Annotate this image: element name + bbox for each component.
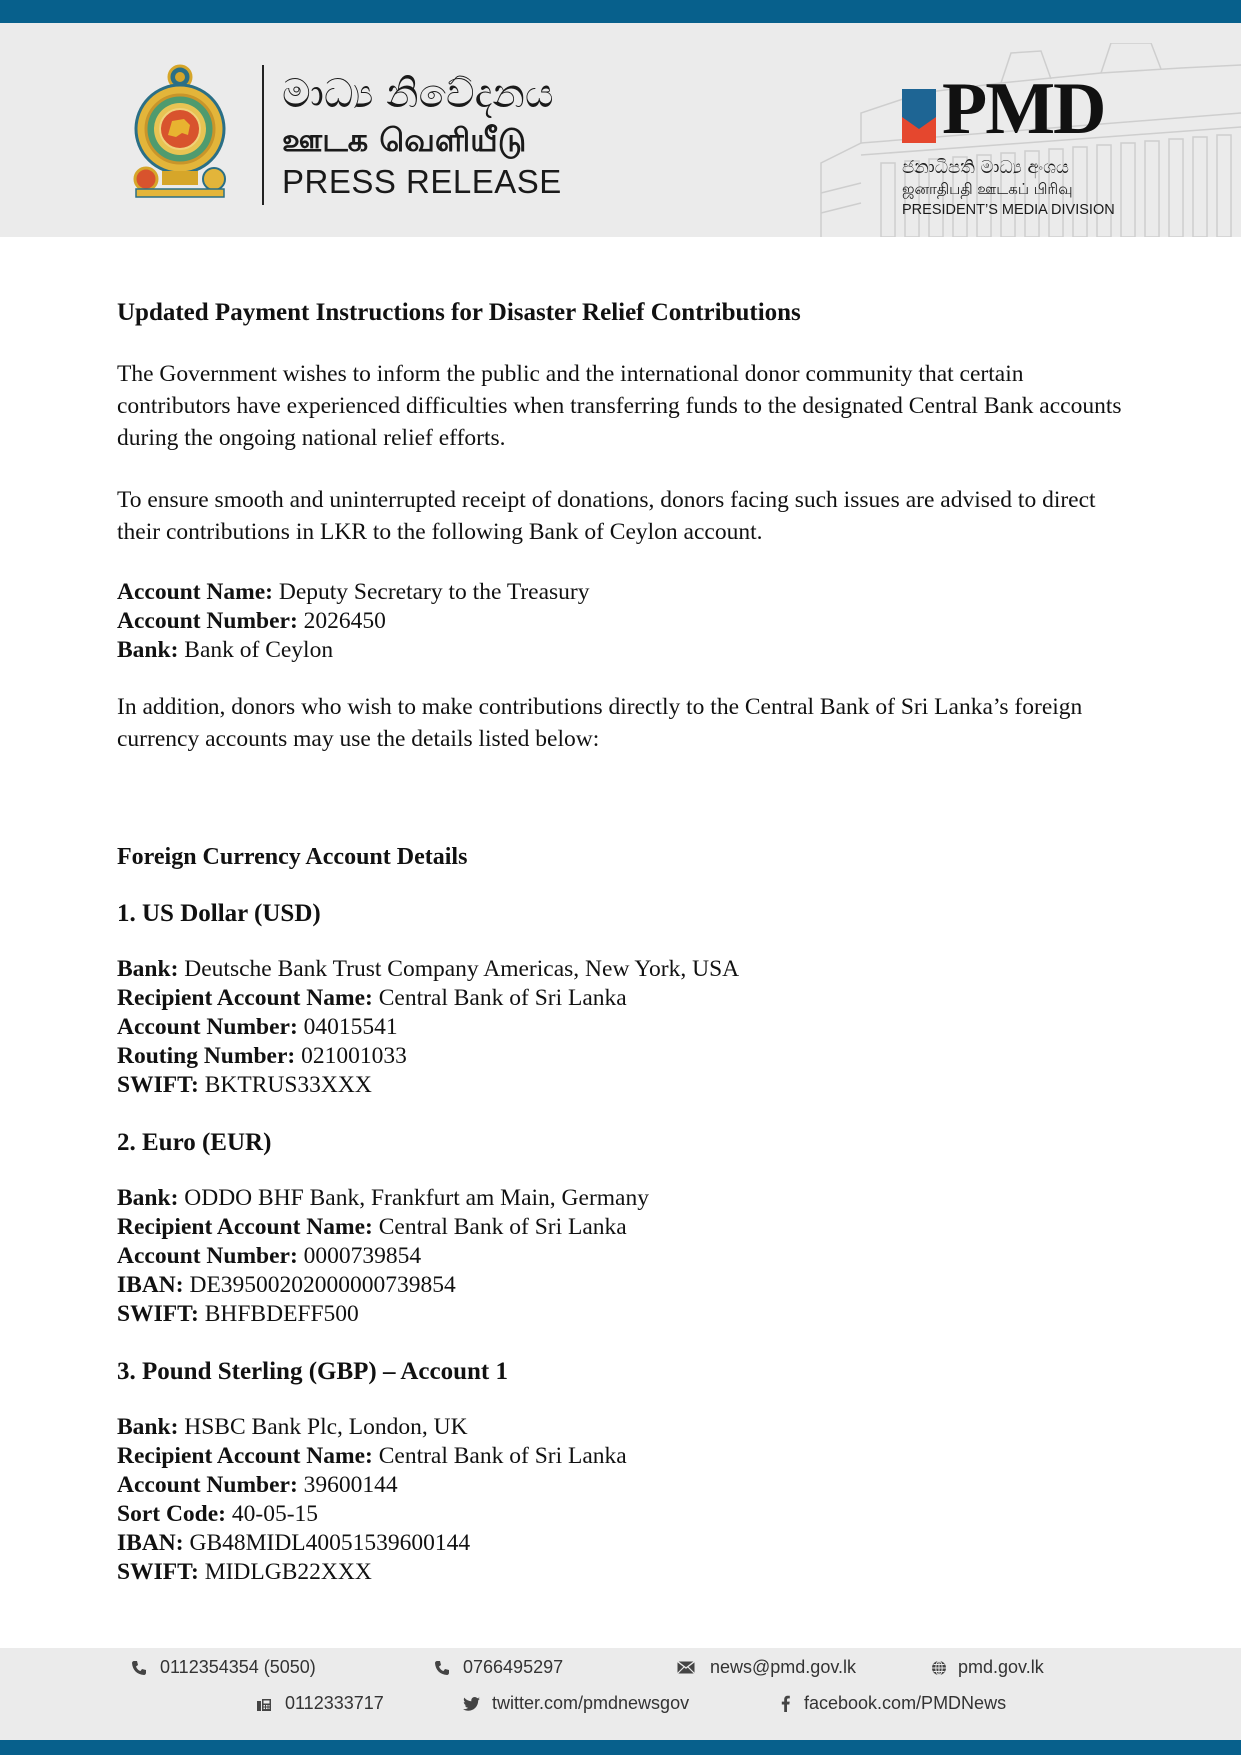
tamil-title: ஊடக வெளியீடு <box>282 121 527 159</box>
gbp-sort-code <box>117 1500 1127 1529</box>
paragraph-foreign-intro: In addition, donors who wish to make contributions directly to the Central Bank of Sri Lanka’s foreign currency accounts may use the details listed below: <box>117 694 1083 752</box>
field-value: GB48MIDL40051539600144 <box>189 1530 471 1556</box>
currency-title: 2. Euro (EUR) <box>117 1129 272 1156</box>
field-value: Central Bank of Sri Lanka <box>378 1443 627 1469</box>
sri-lanka-emblem-icon <box>132 63 228 199</box>
usd-recipient-name <box>117 984 1127 1013</box>
field-label: Account Number: <box>117 1014 298 1040</box>
field-value: 0000739854 <box>303 1243 422 1269</box>
footer-phone-1[interactable] <box>130 1657 316 1678</box>
gbp-recipient-name <box>117 1442 1127 1471</box>
paragraph-intro: The Government wishes to inform the public and the international donor community that certain contributors have experienced difficulties when transferring funds to the designated Central Bank accounts during the ongoing national relief efforts. <box>117 361 1122 451</box>
currency-block-usd <box>117 897 1127 1100</box>
footer-twitter-text: twitter.com/pmdnewsgov <box>492 1693 690 1713</box>
field-value: 39600144 <box>303 1472 398 1498</box>
footer-fax-text: 0112333717 <box>285 1693 384 1713</box>
currency-title: 3. Pound Sterling (GBP) – Account 1 <box>117 1358 508 1385</box>
field-label: Account Number: <box>117 608 298 634</box>
footer-facebook[interactable] <box>780 1693 1006 1714</box>
field-value: 40-05-15 <box>231 1501 319 1527</box>
footer-website[interactable] <box>930 1657 1044 1678</box>
pmd-logo-mark-icon <box>902 89 936 143</box>
field-value: 04015541 <box>303 1014 398 1040</box>
eur-swift <box>117 1300 1127 1329</box>
lkr-account-details <box>117 578 1127 665</box>
field-label: SWIFT: <box>117 1559 199 1585</box>
currency-title: 1. US Dollar (USD) <box>117 900 321 927</box>
facebook-icon <box>780 1695 790 1713</box>
currency-block-eur <box>117 1126 1127 1329</box>
twitter-icon <box>462 1695 480 1713</box>
gbp-iban <box>117 1529 1127 1558</box>
field-value: BKTRUS33XXX <box>204 1072 372 1098</box>
field-value: 2026450 <box>303 608 386 634</box>
currency-block-gbp <box>117 1355 1127 1587</box>
field-value: Central Bank of Sri Lanka <box>378 1214 627 1240</box>
sinhala-title: මාධ්‍ය නිවේදනය <box>282 71 554 117</box>
phone-icon <box>130 1659 148 1677</box>
fax-icon <box>255 1695 273 1713</box>
field-label: Bank: <box>117 1185 179 1211</box>
lkr-bank <box>117 636 1127 665</box>
field-value: Bank of Ceylon <box>184 637 334 663</box>
field-label: Account Name: <box>117 579 273 605</box>
pmd-english-name: PRESIDENT’S MEDIA DIVISION <box>902 202 1115 218</box>
usd-swift <box>117 1071 1127 1100</box>
field-label: Recipient Account Name: <box>117 1443 373 1469</box>
field-value: Deutsche Bank Trust Company Americas, New York, USA <box>184 956 740 982</box>
paragraph-lkr-advice: To ensure smooth and uninterrupted receipt of donations, donors facing such issues are advised to direct their contributions in LKR to the following Bank of Ceylon account. <box>117 487 1096 545</box>
press-release-body <box>117 296 1127 1587</box>
field-label: Account Number: <box>117 1472 298 1498</box>
field-label: Routing Number: <box>117 1043 296 1069</box>
footer-email-text: news@pmd.gov.lk <box>710 1657 856 1677</box>
letterhead-header <box>0 23 1241 237</box>
pmd-sinhala-name: ජනාධිපති මාධ්‍ය අංශය <box>902 157 1069 178</box>
field-label: Account Number: <box>117 1243 298 1269</box>
field-label: Recipient Account Name: <box>117 1214 373 1240</box>
header-divider <box>262 65 264 205</box>
field-value: DE39500202000000739854 <box>189 1272 456 1298</box>
gbp-bank <box>117 1413 1127 1442</box>
footer-facebook-text: facebook.com/PMDNews <box>804 1693 1007 1713</box>
field-label: SWIFT: <box>117 1301 199 1327</box>
footer-phone-2[interactable] <box>433 1657 563 1678</box>
footer-fax[interactable] <box>255 1693 384 1714</box>
footer-phone-1-text: 0112354354 (5050) <box>160 1657 316 1677</box>
eur-iban <box>117 1271 1127 1300</box>
field-label: Bank: <box>117 956 179 982</box>
top-brand-bar <box>0 0 1241 23</box>
footer-phone-2-text: 0766495297 <box>463 1657 564 1677</box>
field-value: ODDO BHF Bank, Frankfurt am Main, Germany <box>184 1185 649 1211</box>
field-label: Bank: <box>117 637 179 663</box>
pmd-tamil-name: ஜனாதிபதி ஊடகப் பிரிவு <box>902 180 1073 198</box>
usd-routing-number <box>117 1042 1127 1071</box>
field-value: MIDLGB22XXX <box>204 1559 372 1585</box>
footer-website-text: pmd.gov.lk <box>958 1657 1044 1677</box>
field-value: 021001033 <box>301 1043 407 1069</box>
globe-icon <box>930 1659 948 1677</box>
field-value: BHFBDEFF500 <box>204 1301 359 1327</box>
section-title-foreign-currency: Foreign Currency Account Details <box>117 844 468 870</box>
field-label: IBAN: <box>117 1272 184 1298</box>
gbp-swift <box>117 1558 1127 1587</box>
eur-account-number <box>117 1242 1127 1271</box>
eur-recipient-name <box>117 1213 1127 1242</box>
field-label: Bank: <box>117 1414 179 1440</box>
phone-icon <box>433 1659 451 1677</box>
footer-email[interactable] <box>676 1657 856 1678</box>
field-label: IBAN: <box>117 1530 184 1556</box>
gbp-account-number <box>117 1471 1127 1500</box>
lkr-account-name <box>117 578 1127 607</box>
press-release-titles <box>282 69 562 203</box>
usd-account-number <box>117 1013 1127 1042</box>
bottom-brand-bar <box>0 1740 1241 1755</box>
field-label: Sort Code: <box>117 1501 226 1527</box>
document-title: Updated Payment Instructions for Disaster Relief Contributions <box>117 299 801 326</box>
lkr-account-number <box>117 607 1127 636</box>
field-value: HSBC Bank Plc, London, UK <box>184 1414 468 1440</box>
field-value: Deputy Secretary to the Treasury <box>278 579 590 605</box>
usd-bank <box>117 955 1127 984</box>
envelope-icon <box>676 1659 696 1677</box>
field-label: Recipient Account Name: <box>117 985 373 1011</box>
pmd-logo-text: PMD <box>942 68 1105 150</box>
english-title: PRESS RELEASE <box>282 163 562 200</box>
footer-twitter[interactable] <box>462 1693 689 1714</box>
field-label: SWIFT: <box>117 1072 199 1098</box>
contact-footer <box>0 1648 1241 1740</box>
field-value: Central Bank of Sri Lanka <box>378 985 627 1011</box>
eur-bank <box>117 1184 1127 1213</box>
